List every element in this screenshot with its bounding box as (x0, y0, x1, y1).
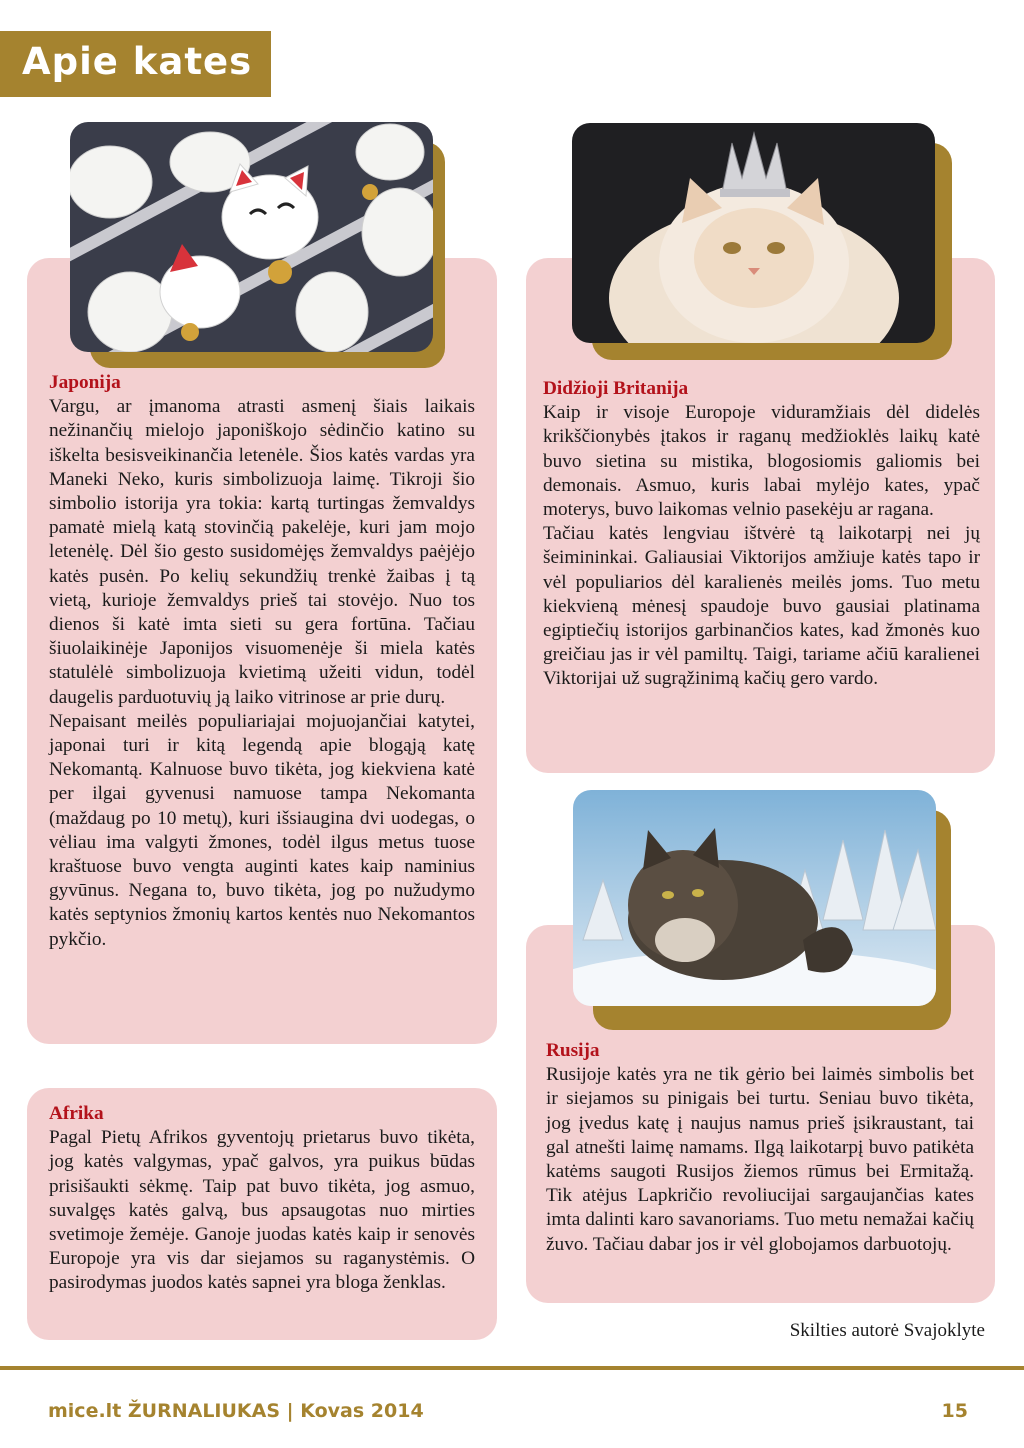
maneki-neko-image (70, 122, 433, 352)
rusija-heading: Rusija (546, 1040, 600, 1061)
japonija-heading: Japonija (49, 372, 121, 393)
rusija-paragraph-1: Rusijoje katės yra ne tik gėrio bei laimės simbolis bet ir siejamos su pinigais bei turtu. Seniau buvo tikėta, jog įvedus katę į naujus namus prieš įsikraustant, tai gal atnešti laimę namams. Ilgą laikotarpį buvo patikėta katėms saugoti Rusijos žiemos rūmus bei Ermitažą. Tik atėjus Lapkričio revoliucijai sargaujančias kates imta dalinti karo savanoriams. Tuo metu nemažai kačių žuvo. Tačiau dabar jos ir vėl globojamos darbuotojų. (546, 1064, 974, 1255)
britanija-text (543, 377, 980, 692)
britanija-heading: Didžioji Britanija (543, 378, 689, 399)
author-credit: Skilties autorė Svajoklyte (789, 1320, 985, 1341)
page-header (0, 31, 271, 97)
japonija-photo (70, 122, 445, 368)
japonija-paragraph-1: Vargu, ar įmanoma atrasti asmenį šiais laikais nežinančių mielojo japoniškojo sėdinčio katino su iškelta besisveikinančia letenėle. Šios katės vardas yra Maneki Neko, kuris simbolizuoja laimę. Tikroji šio simbolio istorija yra tokia: kartą turtingas žemvaldys pamatė mielą katą stovinčią pakelėje, kuri jam mojo letenėlę. Dėl šio gesto susidomėjęs žemvaldys paėjėjo katės pusėn. Po kelių sekundžių trenkė žaibas į tą vietą, kurioje žemvaldys prieš tai stovėjo. Nuo tos dienos ši katė imta sieti su gera fortūna. Tačiau šiuolaikinėje Japonijos visuomenėje ši miela katės statulėlė simbolizuoja kvietimą užeiti vidun, todėl daugelis parduotuvių ją laiko vitrinose ar prie durų. (49, 396, 475, 708)
rusija-text (546, 1039, 974, 1257)
britanija-photo (572, 123, 952, 360)
rusija-photo (573, 790, 951, 1030)
afrika-paragraph-1: Pagal Pietų Afrikos gyventojų prietarus buvo tikėta, jog katės valgymas, ypač galvos, yra puikus būdas prisišaukti sėkmę. Taip pat buvo tikėta, jog asmuo, suvalgęs katės galvą, bus apsaugotas nuo mirties svetimoje žemėje. Ganoje juodas katės kaip ir senovės Europoje yra vis dar siejamos su raganystėmis. O pasirodymas juodos katės sapnei yra bloga ženklas. (49, 1127, 475, 1294)
japonija-paragraph-2: Nepaisant meilės populiariajai mojuojančiai katytei, japonai turi ir kitą legendą apie blogąją katę Nekomantą. Kalnuose buvo tikėta, jog kiekviena katė per ilgai gyvenusi namuose tampa Nekomanta (maždaug po 10 metų), kuri išsiaugina dvi uodegas, o vėliau ima valgyti žmones, todėl ilgus metus tuose kraštuose buvo vengta auginti kates kaip naminius gyvūnus. Negana to, buvo tikėta, jog po nužudymo katės septynios žmonių kartos kentės nuo Nekomantos pykčio. (49, 710, 475, 950)
britanija-paragraph-2: Tačiau katės lengviau ištvėrė tą laikotarpį nei jų šeimininkai. Galiausiai Viktorijos amžiuje katės tapo ir vėl populiarios dėl karalienės meilės joms. Tuo metu kiekvieną mėnesį spaudoje buvo gausiai platinama egiptiečių istorijos garbinančios kates, kad žmonės kuo greičiau jas ir vėl pamiltų. Taigi, tariame ačiū karalienei Viktorijai už sugrąžinimą kačių gero vardo. (543, 523, 980, 690)
japonija-text (49, 371, 475, 952)
page-title: Apie kates (22, 40, 253, 83)
page-number: 15 (941, 1400, 968, 1422)
footer-divider (0, 1366, 1024, 1370)
britanija-paragraph-1: Kaip ir visoje Europoje viduramžiais dėl didelės krikščionybės įtakos ir raganų medžioklės laikų katė buvo sietina su mistika, blogosiomis galiomis bei demonais. Asmuo, kuris labai mylėjo kates, ypač moterys, buvo laikomas velnio pasekėju ar ragana. (543, 402, 980, 521)
crowned-cat-image (572, 123, 935, 343)
afrika-heading: Afrika (49, 1103, 104, 1124)
siberian-cat-image (573, 790, 936, 1006)
afrika-text (49, 1102, 475, 1296)
footer-publication: mice.lt ŽURNALIUKAS | Kovas 2014 (48, 1400, 424, 1422)
